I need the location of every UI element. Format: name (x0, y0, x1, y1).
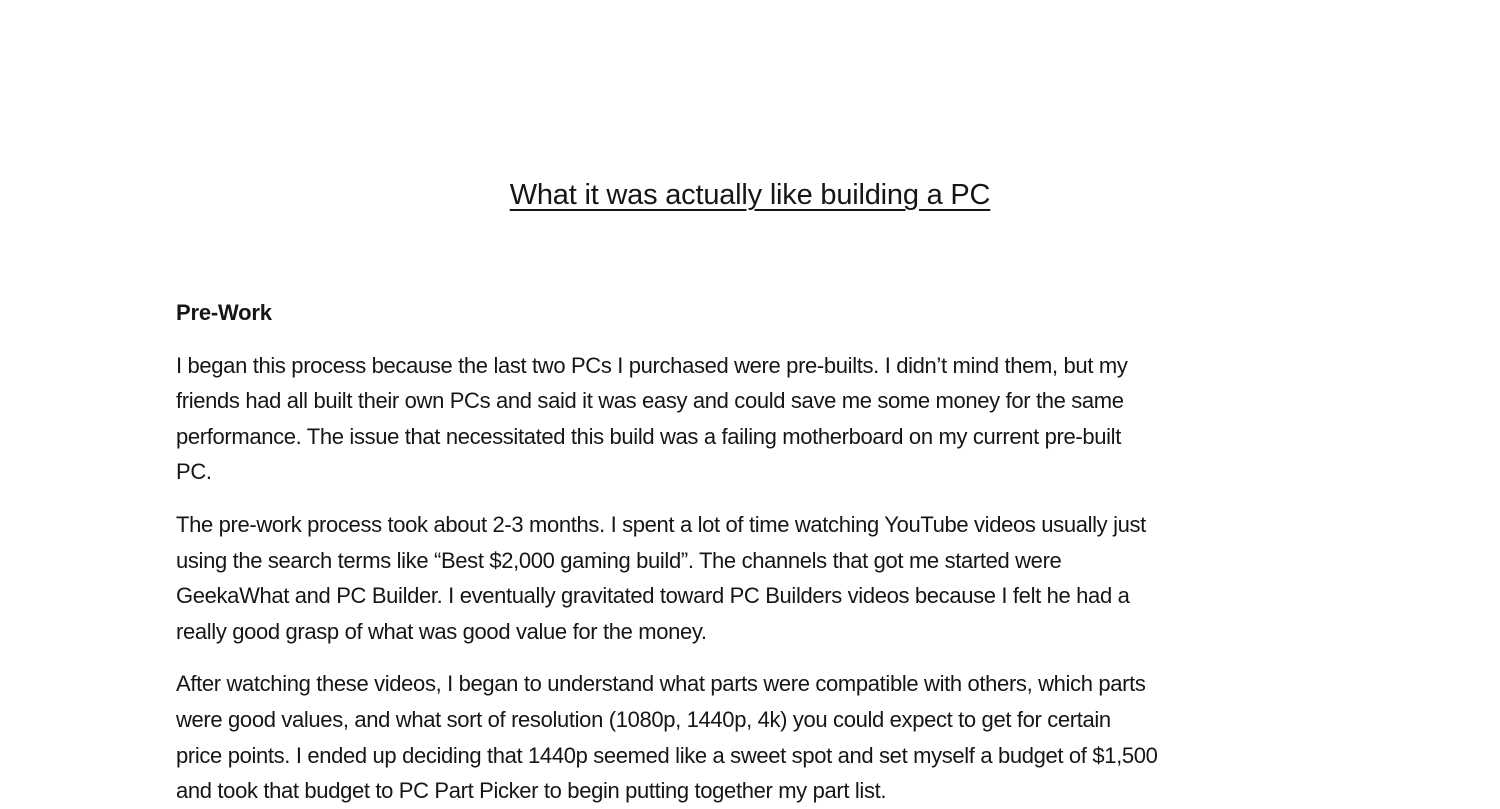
text-line: The pre-work process took about 2-3 months. I spent a lot of time watching YouTube videos usually just (176, 511, 1146, 537)
text-line: After watching these videos, I began to understand what parts were compatible with others, which parts (176, 671, 1146, 697)
paragraph (176, 348, 1324, 490)
text-line: GeekaWhat and PC Builder. I eventually gravitated toward PC Builders videos because I felt he had a (176, 583, 1130, 609)
title-row (176, 177, 1324, 213)
text-line: using the search terms like “Best $2,000 gaming build”. The channels that got me started were (176, 547, 1062, 573)
paragraph (176, 507, 1324, 649)
text-line: price points. I ended up deciding that 1440p seemed like a sweet spot and set myself a budget of $1,500 (176, 742, 1158, 768)
text-line: I began this process because the last two PCs I purchased were pre-builts. I didn’t mind them, but my (176, 352, 1128, 378)
text-line: were good values, and what sort of resolution (1080p, 1440p, 4k) you could expect to get for certain (176, 706, 1111, 732)
text-line: PC. (176, 459, 212, 485)
section-heading-pre-work: Pre-Work (176, 300, 272, 325)
text-line: performance. The issue that necessitated this build was a failing motherboard on my current pre-built (176, 423, 1121, 449)
document-page (176, 0, 1324, 809)
text-line: and took that budget to PC Part Picker to begin putting together my part list. (176, 778, 887, 804)
text-line: friends had all built their own PCs and said it was easy and could save me some money for the same (176, 388, 1124, 414)
page-title: What it was actually like building a PC (509, 179, 991, 211)
paragraph (176, 666, 1324, 808)
text-line: really good grasp of what was good value for the money. (176, 618, 707, 644)
